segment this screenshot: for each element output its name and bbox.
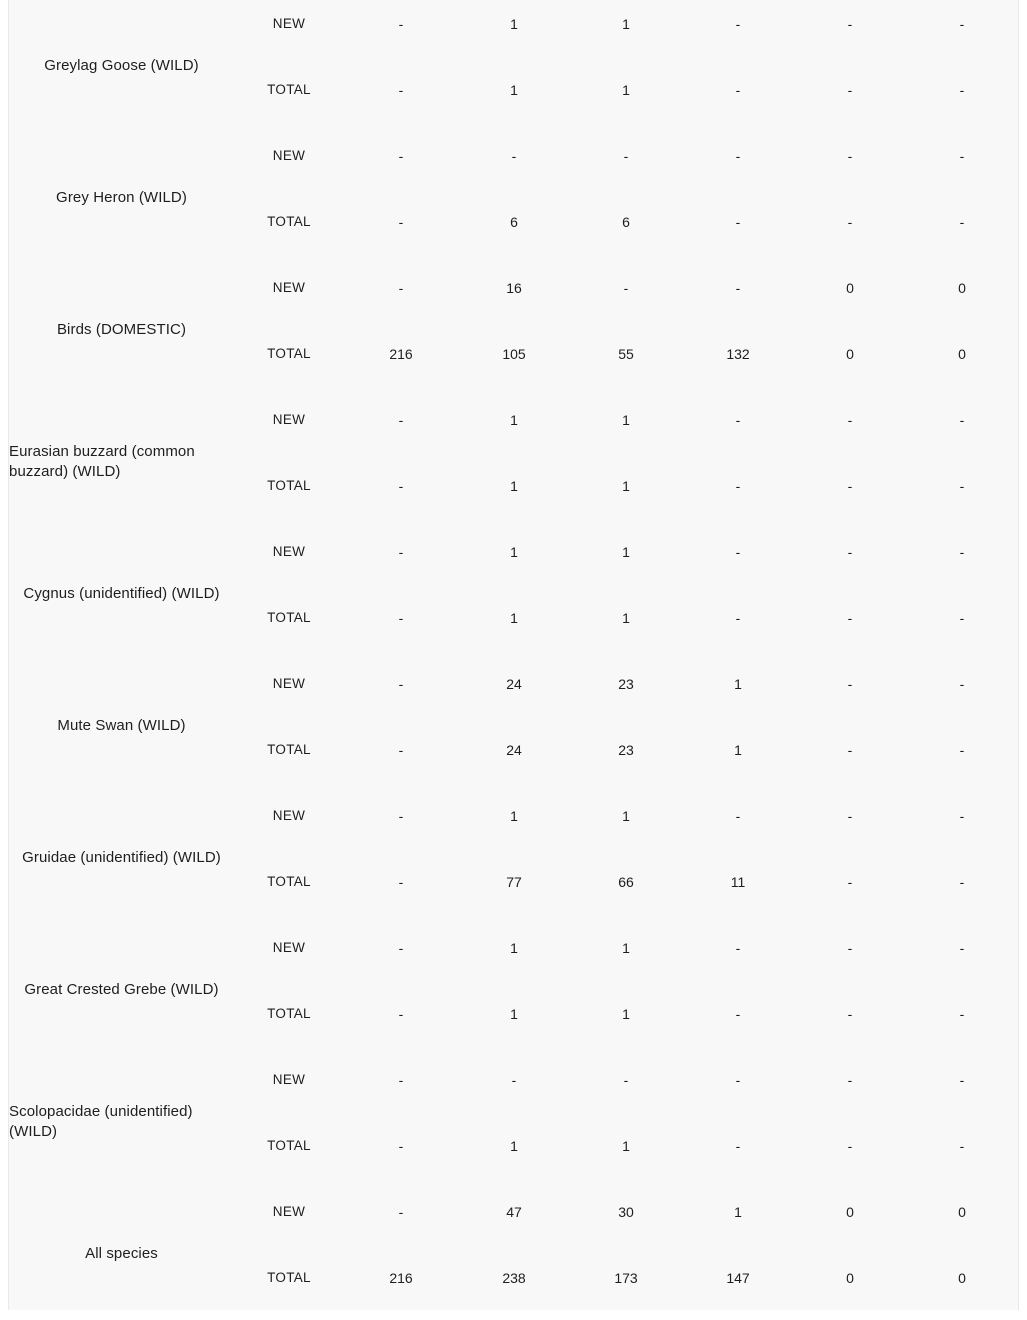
table-cell: 1 (622, 1006, 630, 1022)
table-cell: - (959, 1006, 965, 1022)
species-block (9, 924, 1020, 1056)
table-cell: - (398, 412, 404, 428)
table-cell: - (847, 940, 853, 956)
table-cell: - (398, 808, 404, 824)
table-cell: - (959, 148, 965, 164)
table-cell: - (847, 676, 853, 692)
table-row (9, 806, 1020, 826)
table-cell: - (959, 82, 965, 98)
table-cell: 1 (510, 940, 518, 956)
species-block (9, 0, 1020, 132)
table-row (9, 608, 1020, 628)
table-cell: 1 (622, 808, 630, 824)
table-cell: - (398, 940, 404, 956)
table-cell: - (847, 1138, 853, 1154)
table-cell: - (959, 1072, 965, 1088)
table-cell: - (735, 280, 741, 296)
table-cell: - (735, 808, 741, 824)
table-row (9, 674, 1020, 694)
table-cell: 1 (734, 676, 742, 692)
table-cell: - (735, 214, 741, 230)
table-cell: 1 (734, 1204, 742, 1220)
table-cell: 216 (389, 1270, 413, 1286)
table-row (9, 1004, 1020, 1024)
row-label: TOTAL (267, 742, 311, 757)
table-row (9, 14, 1020, 34)
row-label: TOTAL (267, 82, 311, 97)
table-cell: 77 (506, 874, 522, 890)
table-cell: - (847, 16, 853, 32)
row-label: NEW (272, 412, 306, 427)
species-name: Grey Heron (WILD) (56, 189, 187, 206)
row-label: TOTAL (267, 874, 311, 889)
species-name: All species (85, 1245, 158, 1262)
table-cell: 1 (622, 940, 630, 956)
table-cell: 1 (510, 1138, 518, 1154)
table-cell: 1 (622, 16, 630, 32)
table-cell: 173 (614, 1270, 638, 1286)
table-cell: - (398, 544, 404, 560)
table-cell: - (623, 280, 629, 296)
table-row (9, 938, 1020, 958)
table-cell: 105 (502, 346, 526, 362)
species-name: Greylag Goose (WILD) (44, 57, 199, 74)
table-cell: - (398, 676, 404, 692)
table-cell: 1 (510, 808, 518, 824)
table-cell: - (847, 808, 853, 824)
row-label: NEW (272, 1204, 306, 1219)
table-cell: 216 (389, 346, 413, 362)
table-cell: - (847, 1072, 853, 1088)
table-cell: 23 (618, 742, 634, 758)
table-cell: - (398, 1072, 404, 1088)
table-cell: - (398, 148, 404, 164)
table-cell: 0 (958, 1270, 966, 1286)
row-label: NEW (272, 676, 306, 691)
row-label: NEW (272, 940, 306, 955)
table-cell: - (959, 940, 965, 956)
table-cell: - (959, 874, 965, 890)
row-label: TOTAL (267, 1270, 311, 1285)
table-cell: - (847, 742, 853, 758)
row-label: TOTAL (267, 214, 311, 229)
table-cell: 132 (726, 346, 750, 362)
table-cell: - (847, 148, 853, 164)
table-row (9, 1070, 1020, 1090)
table-cell: - (959, 676, 965, 692)
table-cell: 147 (726, 1270, 750, 1286)
table-cell: 1 (510, 412, 518, 428)
table-row (9, 278, 1020, 298)
table-cell: - (398, 874, 404, 890)
row-label: NEW (272, 544, 306, 559)
table-cell: - (623, 148, 629, 164)
row-label: TOTAL (267, 1006, 311, 1021)
table-cell: 1 (510, 82, 518, 98)
row-label: NEW (272, 808, 306, 823)
species-name: Great Crested Grebe (WILD) (24, 981, 219, 998)
table-cell: 1 (622, 1138, 630, 1154)
table-row (9, 212, 1020, 232)
table-cell: - (398, 1138, 404, 1154)
table-cell: 1 (622, 82, 630, 98)
table-cell: 0 (958, 346, 966, 362)
table-cell: - (847, 478, 853, 494)
table-cell: 0 (958, 1204, 966, 1220)
table-cell: 55 (618, 346, 634, 362)
table-cell: 16 (506, 280, 522, 296)
table-cell: - (959, 478, 965, 494)
species-name: Birds (DOMESTIC) (56, 321, 187, 338)
species-block (9, 132, 1020, 264)
species-name: Eurasian buzzard (common buzzard) (WILD) (9, 443, 195, 480)
table-cell: - (398, 280, 404, 296)
table-cell: 6 (622, 214, 630, 230)
species-name: Gruidae (unidentified) (WILD) (22, 849, 221, 866)
table-cell: 0 (846, 1270, 854, 1286)
species-name: Mute Swan (WILD) (57, 717, 186, 734)
table-cell: - (398, 82, 404, 98)
table-cell: - (735, 544, 741, 560)
table-row (9, 410, 1020, 430)
row-label: TOTAL (267, 610, 311, 625)
table-cell: 1 (622, 610, 630, 626)
table-cell: 1 (622, 544, 630, 560)
table-cell: 11 (730, 874, 746, 890)
table-cell: 1 (510, 544, 518, 560)
table-cell: 238 (502, 1270, 526, 1286)
table-cell: - (959, 742, 965, 758)
table-row (9, 476, 1020, 496)
row-label: TOTAL (267, 478, 311, 493)
species-name: Scolopacidae (unidentified) (WILD) (9, 1103, 193, 1140)
table-cell: - (398, 16, 404, 32)
table-cell: - (847, 610, 853, 626)
species-block (9, 264, 1020, 396)
table-cell: - (735, 1072, 741, 1088)
table-row (9, 740, 1020, 760)
species-block (9, 792, 1020, 924)
table-cell: - (735, 148, 741, 164)
table-cell: - (959, 412, 965, 428)
row-label: NEW (272, 1072, 306, 1087)
table-cell: - (735, 16, 741, 32)
row-label: NEW (272, 148, 306, 163)
table-cell: 1 (734, 742, 742, 758)
table-row (9, 542, 1020, 562)
table-cell: 0 (958, 280, 966, 296)
table-cell: - (398, 1006, 404, 1022)
table-row (9, 1202, 1020, 1222)
table-cell: - (398, 742, 404, 758)
table-cell: 0 (846, 1204, 854, 1220)
table-cell: 1 (510, 1006, 518, 1022)
species-table (8, 0, 1019, 1310)
table-cell: - (735, 1006, 741, 1022)
species-block (9, 660, 1020, 792)
table-cell: - (847, 214, 853, 230)
table-cell: - (735, 610, 741, 626)
table-cell: - (959, 610, 965, 626)
table-cell: 1 (622, 412, 630, 428)
table-cell: - (511, 148, 517, 164)
table-cell: - (959, 808, 965, 824)
table-row (9, 1136, 1020, 1156)
table-cell: - (735, 412, 741, 428)
table-cell: - (959, 544, 965, 560)
table-cell: - (847, 544, 853, 560)
table-cell: - (847, 1006, 853, 1022)
row-label: NEW (272, 280, 306, 295)
table-cell: - (735, 1138, 741, 1154)
table-cell: - (847, 82, 853, 98)
table-cell: - (735, 940, 741, 956)
table-cell: - (623, 1072, 629, 1088)
species-name: Cygnus (unidentified) (WILD) (23, 585, 220, 602)
table-cell: 0 (846, 346, 854, 362)
table-cell: 0 (846, 280, 854, 296)
table-cell: - (735, 82, 741, 98)
table-cell: - (398, 610, 404, 626)
table-cell: - (847, 874, 853, 890)
table-cell: - (398, 478, 404, 494)
table-cell: 24 (506, 742, 522, 758)
table-cell: - (847, 412, 853, 428)
table-cell: - (959, 214, 965, 230)
table-row (9, 80, 1020, 100)
table-cell: - (735, 478, 741, 494)
table-cell: 23 (618, 676, 634, 692)
table-cell: - (959, 1138, 965, 1154)
table-row (9, 146, 1020, 166)
table-cell: 1 (510, 16, 518, 32)
table-cell: - (511, 1072, 517, 1088)
row-label: NEW (272, 16, 306, 31)
table-cell: 30 (618, 1204, 634, 1220)
table-row (9, 1268, 1020, 1288)
table-cell: 1 (510, 478, 518, 494)
species-block (9, 396, 1020, 528)
table-cell: 24 (506, 676, 522, 692)
table-cell: 6 (510, 214, 518, 230)
table-cell: - (398, 214, 404, 230)
table-cell: 1 (510, 610, 518, 626)
table-cell: - (398, 1204, 404, 1220)
table-cell: 1 (622, 478, 630, 494)
table-row (9, 344, 1020, 364)
table-cell: - (959, 16, 965, 32)
table-row (9, 872, 1020, 892)
table-cell: 66 (618, 874, 634, 890)
species-block (9, 1188, 1020, 1320)
row-label: TOTAL (267, 1138, 311, 1153)
species-block (9, 528, 1020, 660)
table-cell: 47 (506, 1204, 522, 1220)
species-block (9, 1056, 1020, 1188)
row-label: TOTAL (267, 346, 311, 361)
